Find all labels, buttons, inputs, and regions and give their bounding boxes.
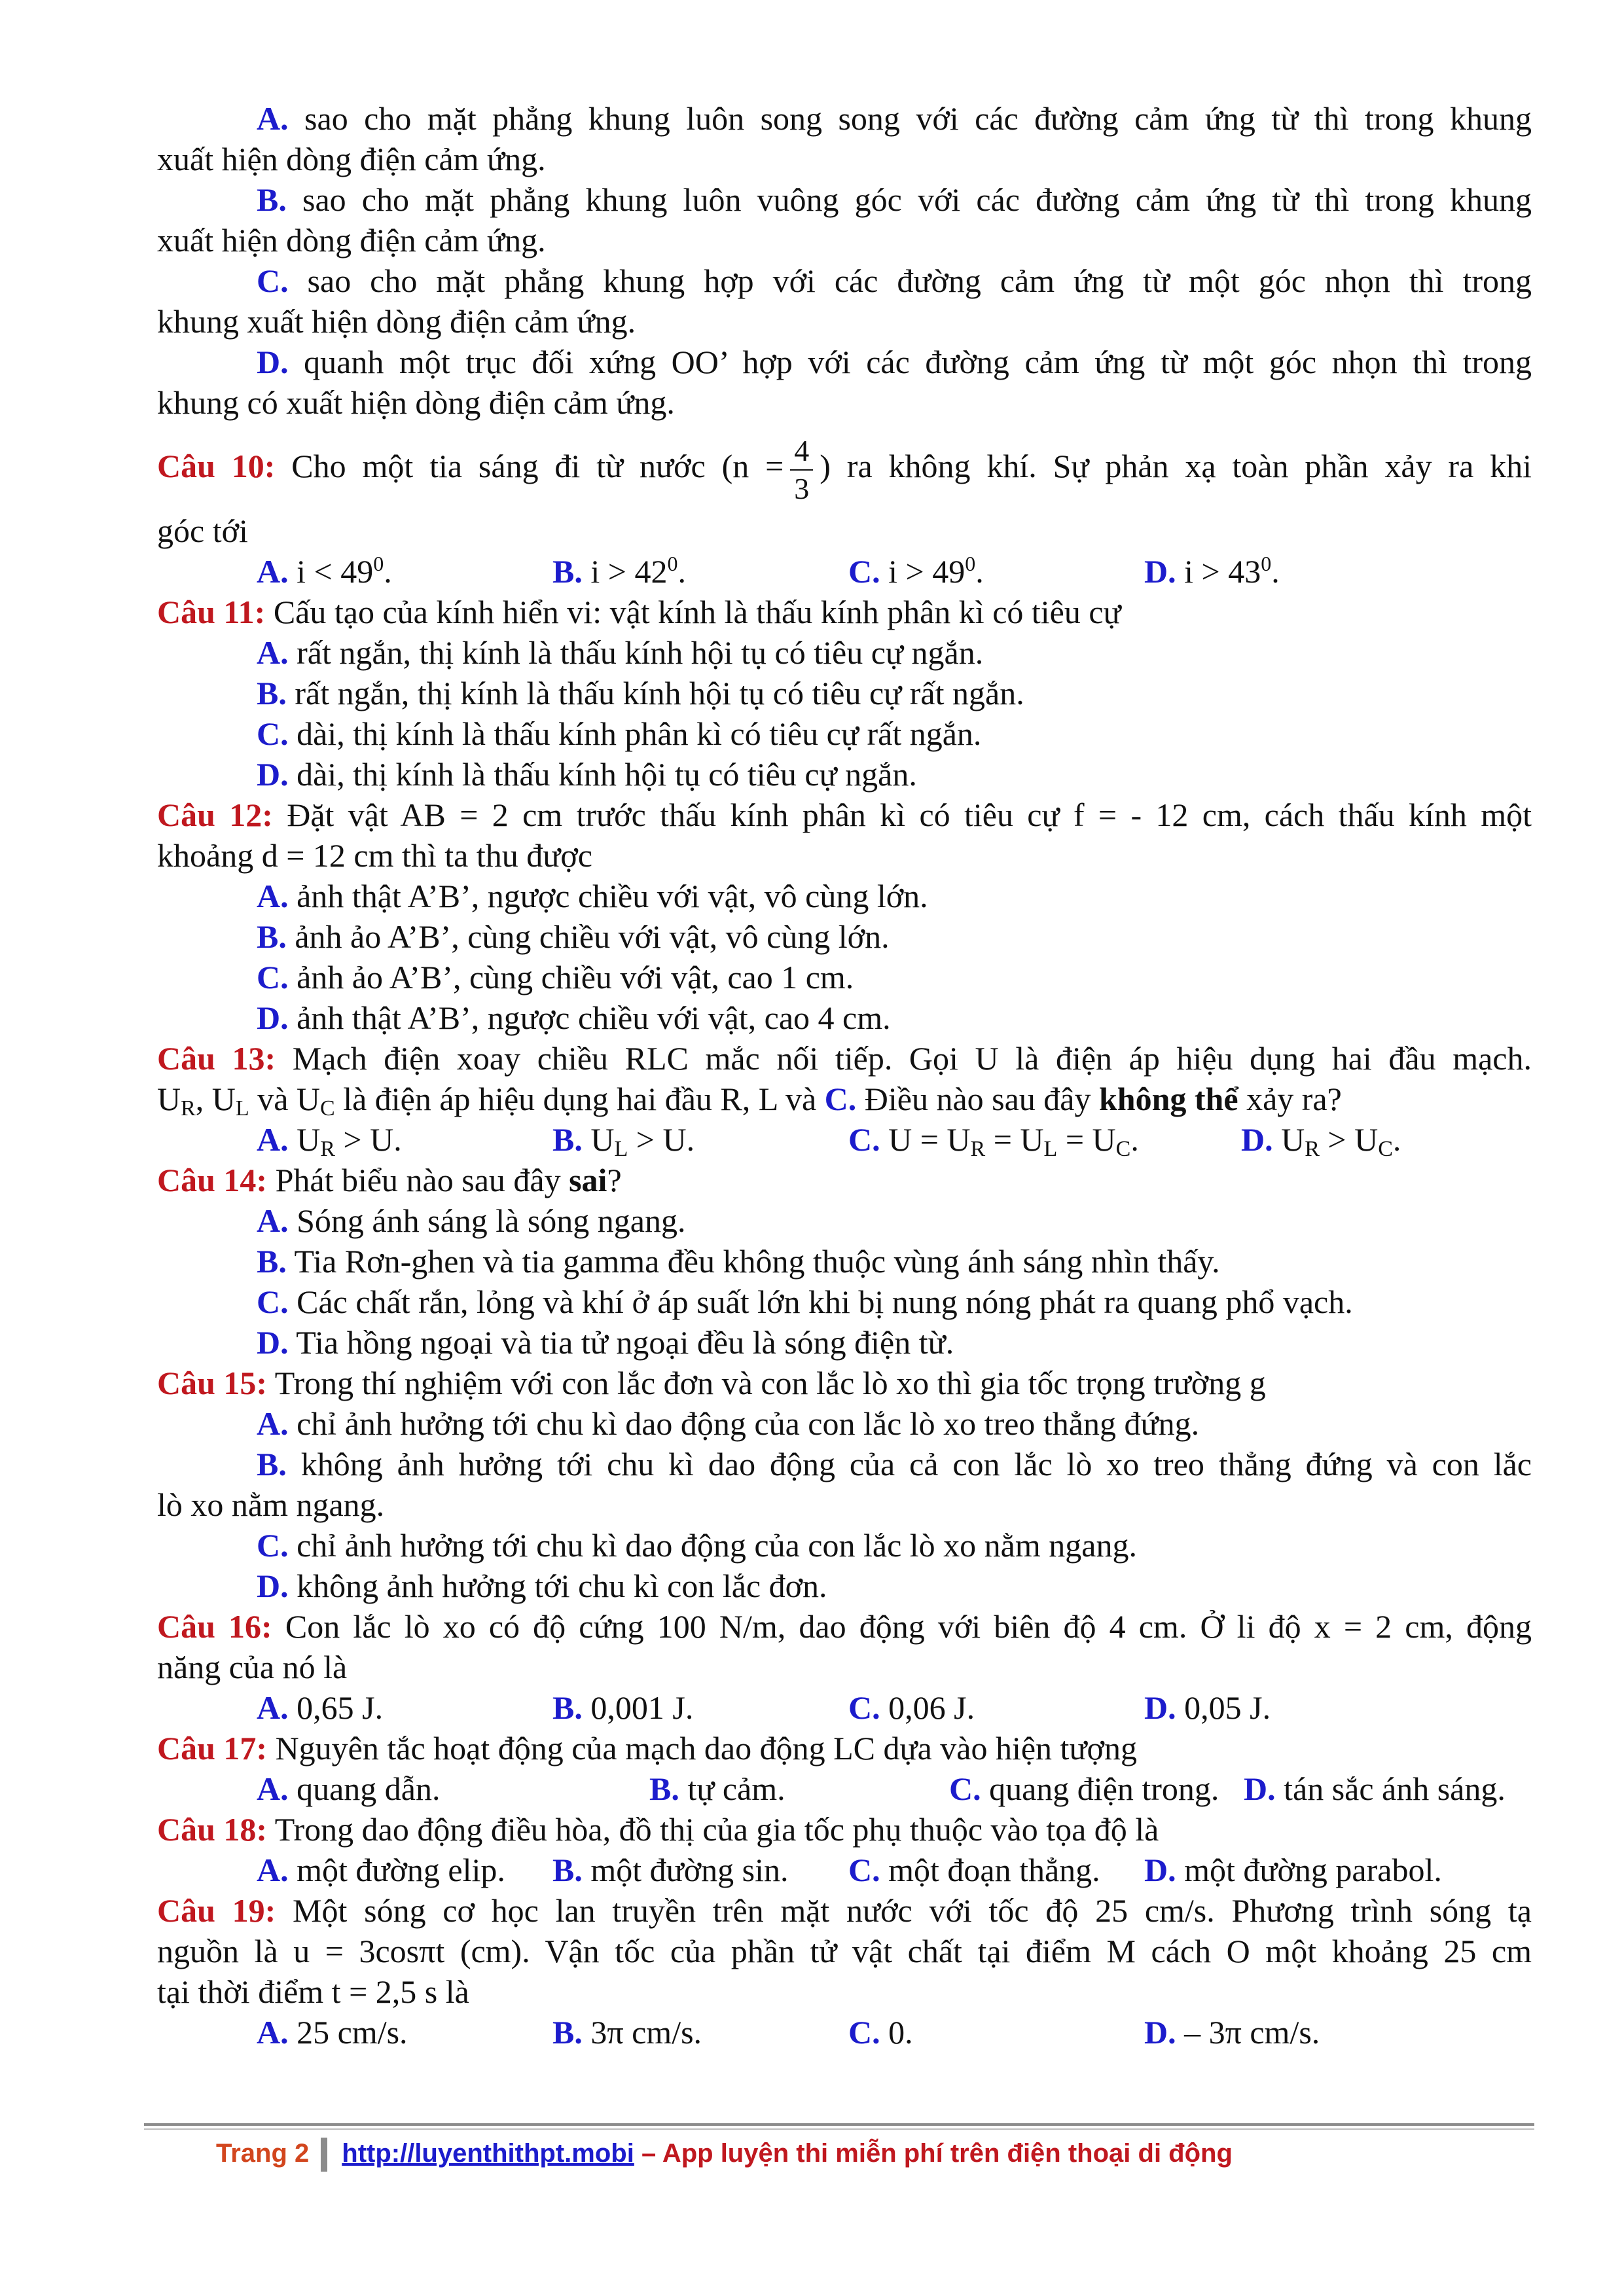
q9-option-c: C. sao cho mặt phẳng khung hợp với các đường cảm ứng từ một góc nhọn thì trong	[257, 262, 1532, 299]
q18-option-a: A. một đường elip.	[257, 1852, 505, 1888]
q16-option-a: A. 0,65 J.	[257, 1689, 384, 1726]
q15-option-a: A. chỉ ảnh hưởng tới chu kì dao động của con lắc lò xo treo thẳng đứng.	[257, 1405, 1200, 1442]
q19-stem: Câu 19: Một sóng cơ học lan truyền trên mặt nước với tốc độ 25 cm/s. Phương trình sóng tạ	[157, 1892, 1532, 1929]
q15-option-c: C. chỉ ảnh hưởng tới chu kì dao động của con lắc lò xo nằm ngang.	[257, 1527, 1137, 1564]
q9-option-b: B. sao cho mặt phẳng khung luôn vuông góc với các đường cảm ứng từ thì trong khung	[257, 181, 1532, 218]
q11-option-a: A. rất ngắn, thị kính là thấu kính hội tụ có tiêu cự ngắn.	[257, 634, 984, 671]
q19-option-b: B. 3π cm/s.	[552, 2014, 702, 2051]
q10-stem-cont: góc tới	[157, 512, 248, 549]
q11-option-b: B. rất ngắn, thị kính là thấu kính hội tụ có tiêu cự rất ngắn.	[257, 675, 1024, 711]
q12-option-b: B. ảnh ảo A’B’, cùng chiều với vật, vô cùng lớn.	[257, 918, 890, 955]
q13-option-d: D. $U_R > U_C$.	[1241, 1121, 1401, 1161]
q13-stem-cont: $U_R$, $U_L$ và $U_C$ là điện áp hiệu dụng hai đầu R, L và C. Điều nào sau đây không thể xảy ra?	[157, 1081, 1342, 1121]
q19-option-c: C. 0.	[848, 2014, 913, 2051]
q17-option-d: D. tán sắc ánh sáng.	[1244, 1770, 1506, 1807]
q18-option-d: D. một đường parabol.	[1144, 1852, 1442, 1888]
q11-stem: Câu 11: Cấu tạo của kính hiển vi: vật kính là thấu kính phân kì có tiêu cự	[157, 594, 1121, 630]
q17-option-c: C. quang điện trong.	[949, 1770, 1219, 1807]
q12-option-c: C. ảnh ảo A’B’, cùng chiều với vật, cao 1 cm.	[257, 959, 854, 996]
q9-option-d: D. quanh một trục đối xứng OO’ hợp với các đường cảm ứng từ một góc nhọn thì trong	[257, 344, 1532, 380]
q10-option-b: B. $i > 42^0$.	[552, 552, 686, 590]
q15-option-b-cont: lò xo nằm ngang.	[157, 1486, 385, 1523]
q12-stem-cont: khoảng d = 12 cm thì ta thu được	[157, 837, 592, 874]
q10-option-a: A. $i < 49^0$.	[257, 552, 392, 590]
q13-option-a: A. $U_R > U$.	[257, 1121, 402, 1161]
q15-option-b: B. không ảnh hưởng tới chu kì dao động của cả con lắc lò xo treo thẳng đứng và con lắc	[257, 1446, 1532, 1482]
q11-option-d: D. dài, thị kính là thấu kính hội tụ có tiêu cự ngắn.	[257, 756, 917, 793]
q14-option-d: D. Tia hồng ngoại và tia tử ngoại đều là sóng điện từ.	[257, 1324, 954, 1361]
q19-option-a: A. 25 cm/s.	[257, 2014, 408, 2051]
q16-option-b: B. 0,001 J.	[552, 1689, 694, 1726]
q18-option-b: B. một đường sin.	[552, 1852, 789, 1888]
page-number: Trang 2	[216, 2139, 310, 2168]
q13-stem: Câu 13: Mạch điện xoay chiều RLC mắc nối tiếp. Gọi U là điện áp hiệu dụng hai đầu mạch.	[157, 1040, 1532, 1077]
q15-stem: Câu 15: Trong thí nghiệm với con lắc đơn và con lắc lò xo thì gia tốc trọng trường g	[157, 1365, 1266, 1401]
footer-separator	[321, 2138, 327, 2172]
q16-option-c: C. 0,06 J.	[848, 1689, 975, 1726]
q17-option-a: A. quang dẫn.	[257, 1770, 441, 1807]
q10-option-d: D. $i > 43^0$.	[1144, 552, 1280, 590]
q14-option-c: C. Các chất rắn, lỏng và khí ở áp suất lớn khi bị nung nóng phát ra quang phổ vạch.	[257, 1283, 1353, 1320]
q19-option-d: D. – 3π cm/s.	[1144, 2014, 1320, 2051]
q17-option-b: B. tự cảm.	[649, 1770, 785, 1807]
q11-option-c: C. dài, thị kính là thấu kính phân kì có tiêu cự rất ngắn.	[257, 715, 982, 752]
q16-option-d: D. 0,05 J.	[1144, 1689, 1271, 1726]
page-footer	[216, 2134, 1233, 2173]
q10-stem: Câu 10: Cho một tia sáng đi từ nước (n = $\frac{4}{3}$ ) ra không khí. Sự phản xạ toàn phần xảy ra khi	[157, 425, 1532, 507]
q9-option-d-cont: khung có xuất hiện dòng điện cảm ứng.	[157, 384, 675, 421]
q18-stem: Câu 18: Trong dao động điều hòa, đồ thị của gia tốc phụ thuộc vào tọa độ là	[157, 1811, 1159, 1848]
q9-option-b-cont: xuất hiện dòng điện cảm ứng.	[157, 222, 546, 259]
q10-option-c: C. $i > 49^0$.	[848, 552, 984, 590]
footer-divider-thin	[144, 2128, 1534, 2130]
q13-option-c: C. $U = U_R = U_L = U_C$.	[848, 1121, 1139, 1161]
q9-option-a-cont: xuất hiện dòng điện cảm ứng.	[157, 141, 546, 177]
q14-stem: Câu 14: Phát biểu nào sau đây sai?	[157, 1162, 622, 1198]
q10-fraction: $\frac{4}{3}$	[790, 433, 813, 507]
q14-option-b: B. Tia Rơn-ghen và tia gamma đều không thuộc vùng ánh sáng nhìn thấy.	[257, 1243, 1220, 1280]
q12-stem: Câu 12: Đặt vật AB = 2 cm trước thấu kính phân kì có tiêu cự f = - 12 cm, cách thấu kính một	[157, 797, 1532, 833]
q19-formula: u = 3cosπt	[293, 1933, 445, 1969]
q12-option-d: D. ảnh thật A’B’, ngược chiều với vật, cao 4 cm.	[257, 999, 891, 1036]
footer-divider	[144, 2123, 1534, 2126]
q18-option-c: C. một đoạn thẳng.	[848, 1852, 1100, 1888]
q15-option-d: D. không ảnh hưởng tới chu kì con lắc đơn.	[257, 1568, 827, 1604]
q16-stem: Câu 16: Con lắc lò xo có độ cứng 100 N/m, dao động với biên độ 4 cm. Ở li độ x = 2 cm, động	[157, 1608, 1532, 1645]
footer-tagline: – App luyện thi miễn phí trên điện thoại di động	[641, 2139, 1233, 2168]
q17-stem: Câu 17: Nguyên tắc hoạt động của mạch dao động LC dựa vào hiện tượng	[157, 1730, 1137, 1767]
q19-stem-cont: nguồn là u = 3cosπt (cm). Vận tốc của phần tử vật chất tại điểm M cách O một khoảng 25 cm	[157, 1933, 1532, 1969]
footer-link[interactable]: http://luyenthithpt.mobi	[342, 2139, 634, 2168]
q19-stem-cont2: tại thời điểm t = 2,5 s là	[157, 1973, 469, 2010]
q16-stem-cont: năng của nó là	[157, 1649, 348, 1685]
q9-option-c-cont: khung xuất hiện dòng điện cảm ứng.	[157, 303, 636, 340]
q9-option-a: A. sao cho mặt phẳng khung luôn song song với các đường cảm ứng từ thì trong khung	[257, 100, 1532, 137]
q14-option-a: A. Sóng ánh sáng là sóng ngang.	[257, 1202, 686, 1239]
q13-option-b: B. $U_L > U$.	[552, 1121, 695, 1161]
q12-option-a: A. ảnh thật A’B’, ngược chiều với vật, vô cùng lớn.	[257, 878, 928, 914]
